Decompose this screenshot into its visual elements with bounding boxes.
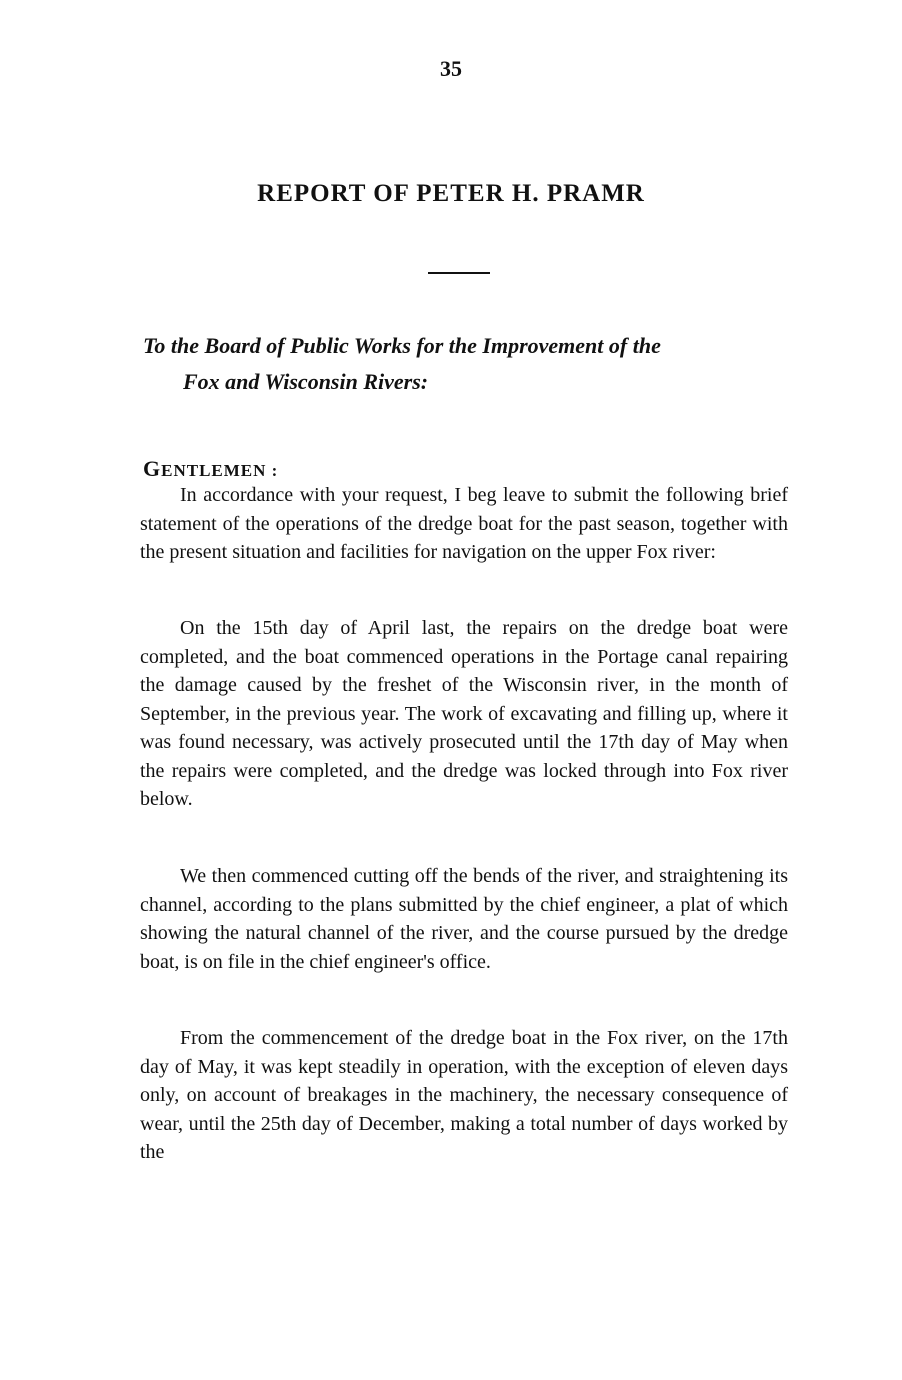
title-divider <box>428 272 490 274</box>
paragraph-4: From the commencement of the dredge boat in the Fox river, on the 17th day of May, it was kept steadily in operation, with the exception of eleven days only, on account of breakages in the machinery, the necessary consequence of wear, until the 25th day of December, making a total number of days worked by the <box>140 1027 788 1163</box>
paragraph-2: On the 15th day of April last, the repairs on the dredge boat were completed, and the boat commenced operations in the Portage canal repairing the damage caused by the freshet of the Wisconsin river, in the month of September, in the previous year. The work of excavating and filling up, where it was found necessary, was actively prosecuted until the 17th day of May when the repairs were completed, and the dredge was locked through into Fox river below. <box>140 617 788 810</box>
salutation-rest: ENTLEMEN : <box>161 461 279 480</box>
address-line-1: To the Board of Public Works for the Improvement of the <box>143 333 661 358</box>
address-line-2: Fox and Wisconsin Rivers: <box>183 369 429 394</box>
salutation <box>143 456 278 482</box>
page-number: 35 <box>440 56 462 81</box>
report-title: REPORT OF PETER H. PRAMR <box>257 180 645 207</box>
salutation-initial: G <box>143 456 162 481</box>
paragraph-1: In accordance with your request, I beg leave to submit the following brief statement of the operations of the dredge boat for the past season, together with the present situation and facilities for navigation on the upper Fox river: <box>140 484 788 563</box>
paragraph-3: We then commenced cutting off the bends of the river, and straightening its channel, according to the plans submitted by the chief engineer, a plat of which showing the natural channel of the river, and the course pursued by the dredge boat, is on file in the chief engineer's office. <box>140 865 788 973</box>
letter-address <box>143 328 803 400</box>
